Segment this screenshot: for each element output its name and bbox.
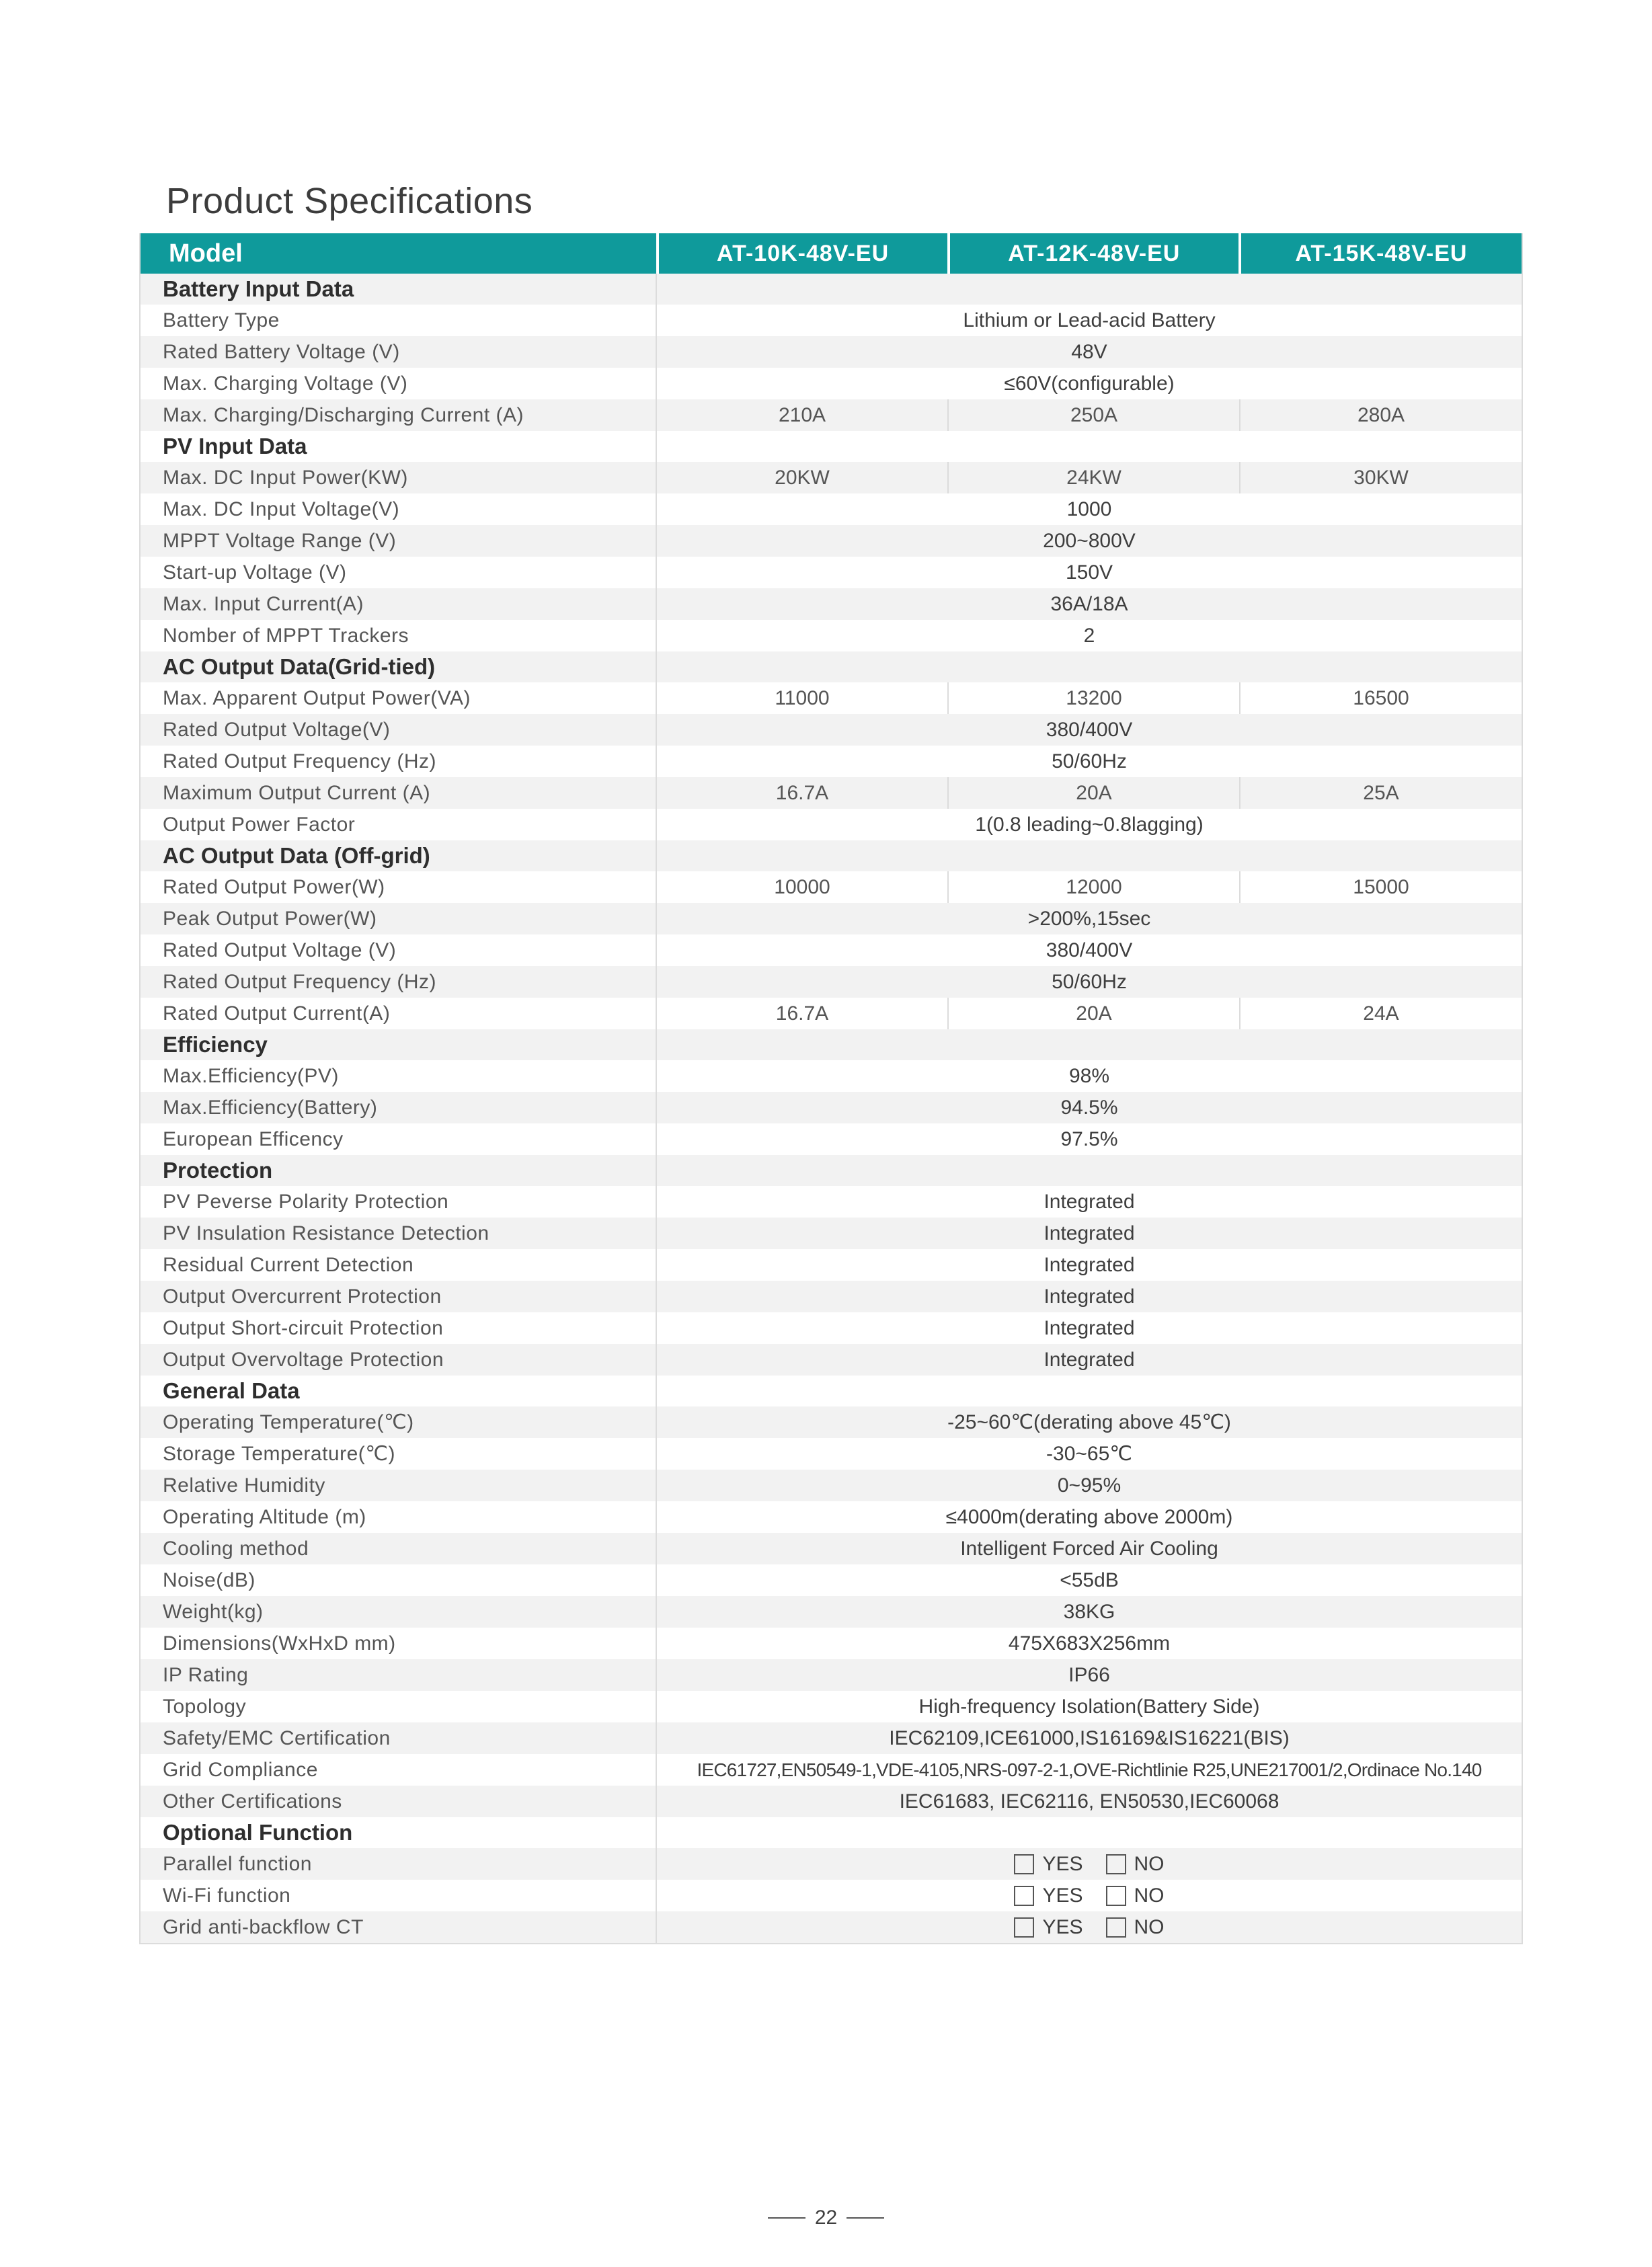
section-heading-row [141,431,1522,462]
table-row [141,1249,1522,1281]
table-row [141,1060,1522,1092]
row-value: 50/60Hz [1052,750,1127,772]
row-value: 380/400V [1046,939,1133,961]
row-value: 98% [1068,1064,1110,1087]
header-col-1: AT-10K-48V-EU [659,233,947,274]
table-row [141,903,1522,934]
row-value: 38KG [1063,1600,1115,1623]
row-value-col-3: 15000 [1353,875,1409,898]
page-footer [0,2206,1652,2229]
row-value: 0~95% [1057,1474,1122,1497]
table-row [141,809,1522,840]
table-row [141,998,1522,1029]
table-row [141,1406,1522,1438]
yes-option[interactable] [1014,1916,1083,1939]
row-label: Peak Output Power(W) [141,903,657,934]
row-values [657,777,1522,809]
table-row [141,746,1522,777]
row-value: ≤60V(configurable) [1004,372,1175,395]
row-values [657,462,1522,493]
table-row [141,934,1522,966]
row-values [657,998,1522,1029]
checkbox-icon[interactable] [1106,1917,1126,1938]
row-value: IEC62109,ICE61000,IS16169&IS16221(BIS) [889,1726,1290,1749]
section-spacer [657,431,1522,462]
page-number: 22 [814,2206,838,2229]
row-value-col-3: 30KW [1353,466,1409,489]
row-value: <55dB [1060,1568,1119,1591]
row-value: -30~65℃ [1046,1443,1132,1465]
table-row [141,1218,1522,1249]
row-value: 94.5% [1060,1096,1118,1119]
table-row [141,368,1522,399]
section-title: Optional Function [141,1817,657,1848]
row-label: Output Short-circuit Protection [141,1312,657,1344]
row-value-col-2: 24KW [949,462,1241,493]
row-label: Relative Humidity [141,1470,657,1501]
table-body [141,274,1522,1943]
section-spacer [657,1155,1522,1186]
checkbox-icon[interactable] [1106,1886,1126,1906]
table-row [141,493,1522,525]
row-label: Rated Output Current(A) [141,998,657,1029]
row-value: 48V [1071,340,1107,363]
section-heading-row [141,274,1522,305]
row-label: Max.Efficiency(Battery) [141,1092,657,1123]
header-col-3: AT-15K-48V-EU [1241,233,1522,274]
table-row [141,1123,1522,1155]
row-label: Max. Charging/Discharging Current (A) [141,399,657,431]
no-label: NO [1134,1852,1165,1875]
row-label: Output Overcurrent Protection [141,1281,657,1312]
table-row [141,462,1522,493]
no-option[interactable] [1106,1916,1165,1939]
yes-option[interactable] [1014,1884,1083,1907]
yes-no-options [657,1848,1522,1880]
section-heading-row [141,651,1522,682]
table-row [141,1691,1522,1722]
table-row [141,1564,1522,1596]
table-row [141,1722,1522,1754]
row-label: Rated Output Frequency (Hz) [141,966,657,998]
row-label: Storage Temperature(℃) [141,1438,657,1470]
section-spacer [657,840,1522,871]
yes-no-options [657,1911,1522,1943]
section-spacer [657,1817,1522,1848]
section-title: General Data [141,1376,657,1406]
row-value-col-3: 280A [1357,403,1405,426]
checkbox-icon[interactable] [1106,1854,1126,1874]
row-value: 380/400V [1046,718,1133,741]
checkbox-icon[interactable] [1014,1886,1034,1906]
row-label: Output Overvoltage Protection [141,1344,657,1376]
row-value: IEC61683, IEC62116, EN50530,IEC60068 [899,1790,1280,1813]
row-value-col-1: 16.7A [657,998,949,1029]
table-row [141,1281,1522,1312]
row-value-col-2: 13200 [949,682,1241,714]
no-option[interactable] [1106,1884,1165,1907]
table-row [141,1659,1522,1691]
table-row [141,1754,1522,1786]
row-values [657,871,1522,903]
row-value-col-1: 11000 [657,682,949,714]
row-value-col-1: 20KW [657,462,949,493]
checkbox-icon[interactable] [1014,1854,1034,1874]
row-label: Operating Temperature(℃) [141,1406,657,1438]
row-label: MPPT Voltage Range (V) [141,525,657,557]
row-value: ≤4000m(derating above 2000m) [945,1505,1233,1528]
table-row [141,777,1522,809]
header-model: Model [141,233,656,274]
row-value-col-1: 16.7A [657,777,949,809]
row-label: Other Certifications [141,1786,657,1817]
table-row [141,1092,1522,1123]
row-label: PV Peverse Polarity Protection [141,1186,657,1218]
table-row [141,966,1522,998]
no-label: NO [1134,1884,1165,1907]
row-value: IP66 [1068,1663,1110,1686]
row-label: Noise(dB) [141,1564,657,1596]
row-value: Lithium or Lead-acid Battery [963,309,1216,331]
row-value-col-3: 24A [1363,1002,1399,1025]
table-row [141,305,1522,336]
section-heading-row [141,840,1522,871]
table-header [141,233,1522,274]
table-row [141,620,1522,651]
row-label: Max. DC Input Power(KW) [141,462,657,493]
table-row [141,1880,1522,1911]
row-label: Parallel function [141,1848,657,1880]
footer-rule-left [768,2217,805,2219]
checkbox-icon[interactable] [1014,1917,1034,1938]
section-title: AC Output Data(Grid-tied) [141,651,657,682]
row-label: Battery Type [141,305,657,336]
row-label: Max.Efficiency(PV) [141,1060,657,1092]
table-row [141,1848,1522,1880]
table-row [141,1628,1522,1659]
row-label: Dimensions(WxHxD mm) [141,1628,657,1659]
row-value-col-3: 16500 [1353,686,1409,709]
yes-option[interactable] [1014,1853,1083,1876]
table-row [141,682,1522,714]
footer-rule-right [847,2217,884,2219]
table-row [141,1438,1522,1470]
row-value: 97.5% [1060,1127,1118,1150]
table-row [141,1186,1522,1218]
row-label: Safety/EMC Certification [141,1722,657,1754]
row-value-col-3: 25A [1363,781,1399,804]
row-value: Integrated [1044,1222,1135,1244]
table-row [141,1470,1522,1501]
row-value: 1(0.8 leading~0.8lagging) [975,813,1204,836]
table-row [141,1344,1522,1376]
row-label: PV Insulation Resistance Detection [141,1218,657,1249]
table-row [141,1533,1522,1564]
row-label: Cooling method [141,1533,657,1564]
section-heading-row [141,1817,1522,1848]
row-label: Rated Output Voltage (V) [141,934,657,966]
table-row [141,871,1522,903]
row-value: 50/60Hz [1052,970,1127,993]
row-label: Grid Compliance [141,1754,657,1786]
row-label: Rated Output Frequency (Hz) [141,746,657,777]
section-title: AC Output Data (Off-grid) [141,840,657,871]
row-label: Maximum Output Current (A) [141,777,657,809]
table-row [141,588,1522,620]
row-label: Max. Apparent Output Power(VA) [141,682,657,714]
row-value: High-frequency Isolation(Battery Side) [918,1695,1260,1718]
row-value: 36A/18A [1050,592,1128,615]
row-label: IP Rating [141,1659,657,1691]
row-values [657,682,1522,714]
no-option[interactable] [1106,1853,1165,1876]
row-value: Integrated [1044,1253,1135,1276]
row-label: Rated Output Voltage(V) [141,714,657,746]
row-value-col-1: 10000 [657,871,949,903]
row-label: Output Power Factor [141,809,657,840]
row-value: 150V [1065,561,1113,584]
row-value: Integrated [1044,1348,1135,1371]
table-row [141,525,1522,557]
section-heading-row [141,1376,1522,1406]
section-title: Efficiency [141,1029,657,1060]
row-label: Weight(kg) [141,1596,657,1628]
row-value: >200%,15sec [1027,907,1151,930]
row-value-col-2: 250A [949,399,1241,431]
row-value: IEC61727,EN50549-1,VDE-4105,NRS-097-2-1,OVE-Richtlinie R25,UNE217001/2,Ordinace No.140 [697,1759,1482,1780]
row-value-col-2: 12000 [949,871,1241,903]
row-value: 1000 [1066,498,1112,520]
section-spacer [657,651,1522,682]
table-row [141,399,1522,431]
section-heading-row [141,1029,1522,1060]
header-col-2: AT-12K-48V-EU [950,233,1238,274]
row-value: 475X683X256mm [1008,1632,1171,1655]
table-row [141,1312,1522,1344]
row-value: Integrated [1044,1316,1135,1339]
row-value: Integrated [1044,1190,1135,1213]
page-title: Product Specifications [166,181,533,221]
section-title: Battery Input Data [141,274,657,305]
row-value: -25~60℃(derating above 45℃) [947,1411,1231,1433]
row-label: Rated Output Power(W) [141,871,657,903]
row-label: Topology [141,1691,657,1722]
row-values [657,399,1522,431]
section-spacer [657,274,1522,305]
row-value: 200~800V [1043,529,1136,552]
table-row [141,1911,1522,1943]
no-label: NO [1134,1915,1165,1938]
row-label: Start-up Voltage (V) [141,557,657,588]
row-value-col-2: 20A [949,998,1241,1029]
row-label: Max. Input Current(A) [141,588,657,620]
table-row [141,557,1522,588]
row-label: Operating Altitude (m) [141,1501,657,1533]
table-row [141,336,1522,368]
row-label: Nomber of MPPT Trackers [141,620,657,651]
section-spacer [657,1029,1522,1060]
row-label: Max. Charging Voltage (V) [141,368,657,399]
row-label: Rated Battery Voltage (V) [141,336,657,368]
section-title: PV Input Data [141,431,657,462]
row-label: Grid anti-backflow CT [141,1911,657,1943]
row-value-col-2: 20A [949,777,1241,809]
row-label: European Efficency [141,1123,657,1155]
row-value: Integrated [1044,1285,1135,1308]
row-value: Intelligent Forced Air Cooling [960,1537,1218,1560]
yes-label: YES [1042,1884,1083,1907]
section-spacer [657,1376,1522,1406]
table-row [141,1596,1522,1628]
table-row [141,1501,1522,1533]
yes-label: YES [1042,1852,1083,1875]
yes-no-options [657,1880,1522,1911]
row-label: Wi-Fi function [141,1880,657,1911]
table-row [141,1786,1522,1817]
table-row [141,714,1522,746]
section-heading-row [141,1155,1522,1186]
row-value-col-1: 210A [657,399,949,431]
row-label: Residual Current Detection [141,1249,657,1281]
section-title: Protection [141,1155,657,1186]
row-label: Max. DC Input Voltage(V) [141,493,657,525]
spec-table [139,233,1523,1944]
row-value: 2 [1083,624,1095,647]
yes-label: YES [1042,1915,1083,1938]
